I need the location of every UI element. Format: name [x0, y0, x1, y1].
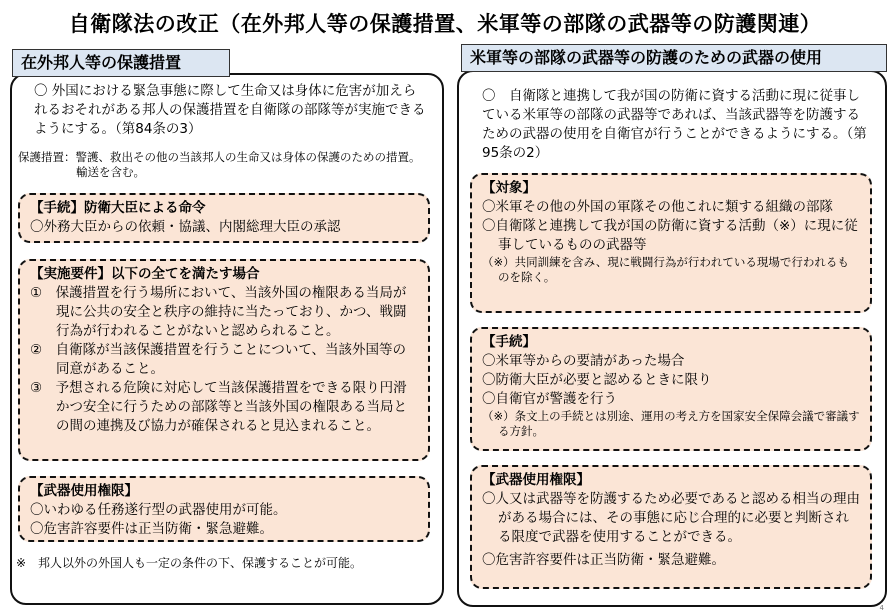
left-footnote: ※ 邦人以外の外国人も一定の条件の下、保護することが可能。	[16, 556, 363, 570]
left-weapons-head: 【武器使用権限】	[30, 483, 138, 499]
left-procedure-head: 【手続】防衛大臣による命令	[30, 200, 206, 216]
left-protect-note: 保護措置：警護、救出その他の当該邦人の生命又は身体の保護のための措置。輸送を含む。	[18, 150, 421, 179]
right-intro: 〇 自衛隊と連携して我が国の防衛に資する活動に現に従事している米軍等の部隊の武器等であれば、当該武器等を防護するための武器の使用を自衛官が行うことができるようにする。（第95条の2）	[482, 88, 867, 161]
page-title: 自衛隊法の改正（在外邦人等の保護措置、米軍等の部隊の武器等の防護関連）	[68, 12, 822, 36]
right-procedure-note: （※）条文上の手続とは別途、運用の考え方を国家安全保障会議で審議する方針。	[482, 409, 860, 438]
right-target-box	[470, 173, 872, 313]
left-weapons-item: 〇いわゆる任務遂行型の武器使用が可能。	[30, 502, 287, 518]
right-procedure-item: 〇米軍等からの要請があった場合	[482, 353, 685, 369]
left-requirements-box	[18, 259, 430, 461]
right-weapons-box	[470, 465, 872, 589]
right-weapons-item: 〇人又は武器等を防護するため必要であると認める相当の理由がある場合には、その事態に応じ合理的に必要と判断される限度で武器を使用することができる。	[482, 491, 860, 545]
left-requirements-head: 【実施要件】以下の全てを満たす場合	[30, 266, 260, 282]
right-weapons-head: 【武器使用権限】	[482, 472, 590, 488]
left-procedure-box	[18, 193, 430, 243]
left-weapons-box	[18, 476, 430, 542]
right-target-item: 〇米軍その他の外国の軍隊その他これに類する組織の部隊	[482, 199, 833, 215]
left-weapons-item: 〇危害許容要件は正当防衛・緊急避難。	[30, 521, 273, 537]
right-weapons-item: 〇危害許容要件は正当防衛・緊急避難。	[482, 552, 725, 568]
right-procedure-box	[470, 327, 872, 451]
left-section-tab: 在外邦人等の保護措置	[12, 49, 230, 77]
left-requirement-3: ③ 予想される危険に対応して当該保護措置をできる限り円滑かつ安全に行うための部隊等と当該外国の権限ある当局との間の連携及び協力が確保されると見込まれること。	[30, 380, 407, 434]
left-procedure-item: 〇外務大臣からの依頼・協議、内閣総理大臣の承認	[30, 219, 341, 235]
right-target-note: （※）共同訓練を含み、現に戦闘行為が行われている現場で行われるものを除く。	[482, 255, 849, 284]
left-requirement-2: ② 自衛隊が当該保護措置を行うことについて、当該外国等の同意があること。	[30, 342, 407, 377]
left-requirement-1: ① 保護措置を行う場所において、当該外国の権限ある当局が現に公共の安全と秩序の維持に当たっており、かつ、戦闘行為が行われることがないと認められること。	[30, 285, 407, 339]
right-section-tab: 米軍等の部隊の武器等の防護のための武器の使用	[461, 44, 887, 72]
right-procedure-item: 〇自衛官が警護を行う	[482, 391, 617, 407]
left-intro: 〇 外国における緊急事態に際して生命又は身体に危害が加えられるおそれがある邦人の保護措置を自衛隊の部隊等が実施できるようにする。（第84条の3）	[34, 83, 426, 137]
page-number: 4	[879, 604, 884, 612]
right-target-item: 〇自衛隊と連携して我が国の防衛に資する活動（※）に現に従事しているものの武器等	[482, 218, 858, 253]
right-procedure-item: 〇防衛大臣が必要と認めるときに限り	[482, 372, 712, 388]
right-target-head: 【対象】	[482, 180, 536, 196]
right-procedure-head: 【手続】	[482, 334, 536, 350]
